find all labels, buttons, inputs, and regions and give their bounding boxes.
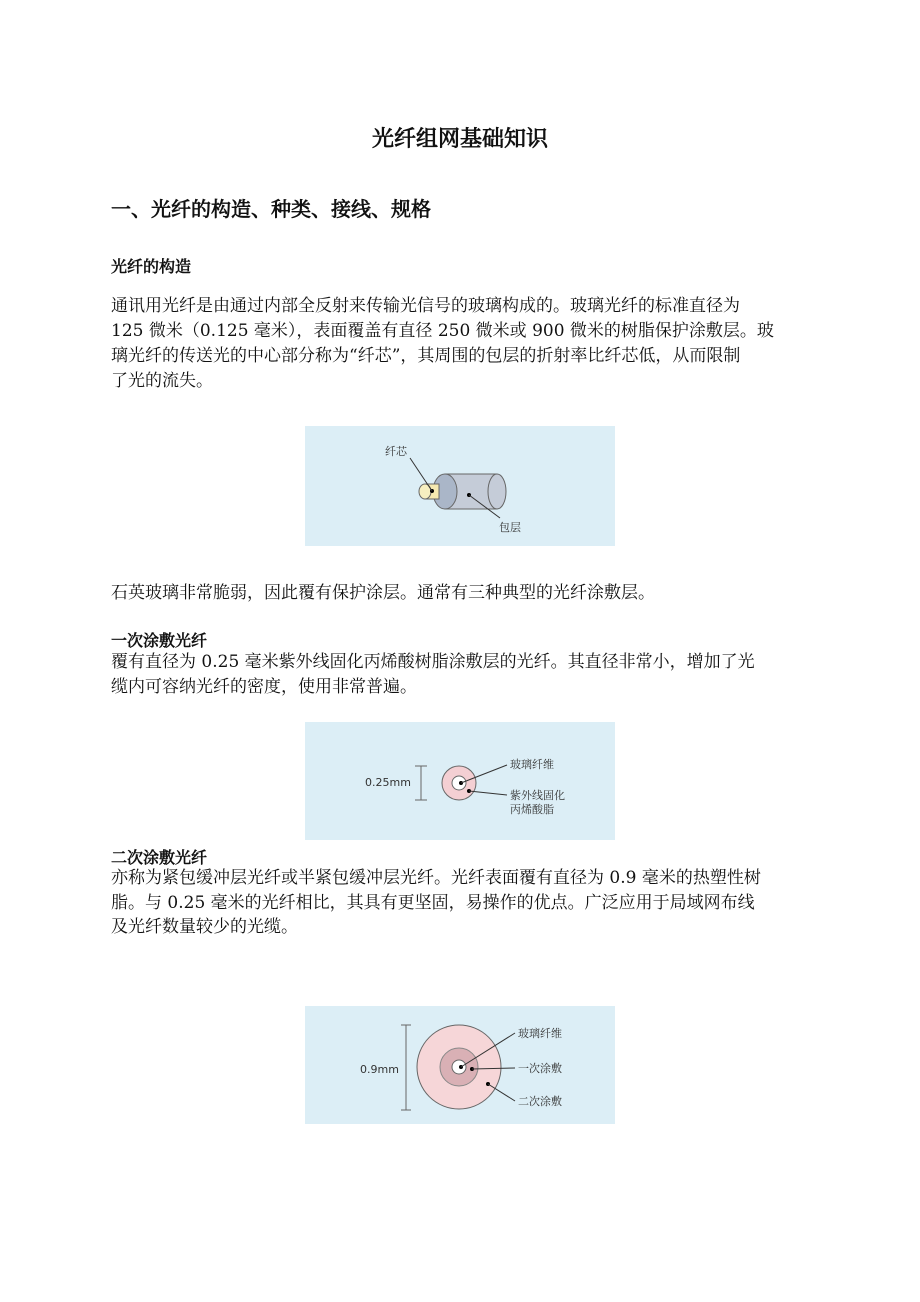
section-heading: 一、光纤的构造、种类、接线、规格 xyxy=(111,197,431,221)
subheading-primary-coated: 一次涂敷光纤 xyxy=(111,631,208,650)
label-diameter: 0.9mm xyxy=(360,1063,399,1076)
subheading-structure: 光纤的构造 xyxy=(111,257,192,276)
paragraph-line: 缆内可容纳光纤的密度，使用非常普遍。 xyxy=(111,677,417,697)
label-uv-acrylate-2: 丙烯酸脂 xyxy=(510,803,554,816)
paragraph-line: 及光纤数量较少的光缆。 xyxy=(111,917,298,937)
label-primary-coating: 一次涂敷 xyxy=(518,1062,562,1075)
label-diameter: 0.25mm xyxy=(365,776,411,789)
paragraph-line: 通讯用光纤是由通过内部全反射来传输光信号的玻璃构成的。玻璃光纤的标准直径为 xyxy=(111,296,740,316)
primary-coating-figure xyxy=(305,722,615,840)
page-title: 光纤组网基础知识 xyxy=(371,127,548,152)
label-cladding: 包层 xyxy=(499,521,521,534)
label-glass-fiber: 玻璃纤维 xyxy=(518,1027,562,1040)
secondary-coating-figure xyxy=(305,1006,615,1124)
subheading-secondary-coated: 二次涂敷光纤 xyxy=(111,848,208,867)
paragraph-line: 125 微米（0.125 毫米），表面覆盖有直径 250 微米或 900 微米的树脂保护涂敷层。玻 xyxy=(111,321,774,341)
label-secondary-coating: 二次涂敷 xyxy=(518,1095,562,1108)
paragraph-line: 亦称为紧包缓冲层光纤或半紧包缓冲层光纤。光纤表面覆有直径为 0.9 毫米的热塑性树 xyxy=(111,868,761,888)
paragraph-line: 脂。与 0.25 毫米的光纤相比，其具有更坚固，易操作的优点。广泛应用于局域网布线 xyxy=(111,893,755,913)
paragraph-line: 了光的流失。 xyxy=(111,371,213,391)
label-uv-acrylate: 紫外线固化 xyxy=(510,789,565,802)
paragraph-line: 石英玻璃非常脆弱，因此覆有保护涂层。通常有三种典型的光纤涂敷层。 xyxy=(111,583,655,603)
fiber-structure-figure xyxy=(305,426,615,546)
paragraph-line: 覆有直径为 0.25 毫米紫外线固化丙烯酸树脂涂敷层的光纤。其直径非常小，增加了光 xyxy=(111,652,755,672)
paragraph-line: 璃光纤的传送光的中心部分称为“纤芯”，其周围的包层的折射率比纤芯低，从而限制 xyxy=(111,346,741,366)
label-core: 纤芯 xyxy=(385,445,407,458)
label-glass-fiber: 玻璃纤维 xyxy=(510,758,554,771)
